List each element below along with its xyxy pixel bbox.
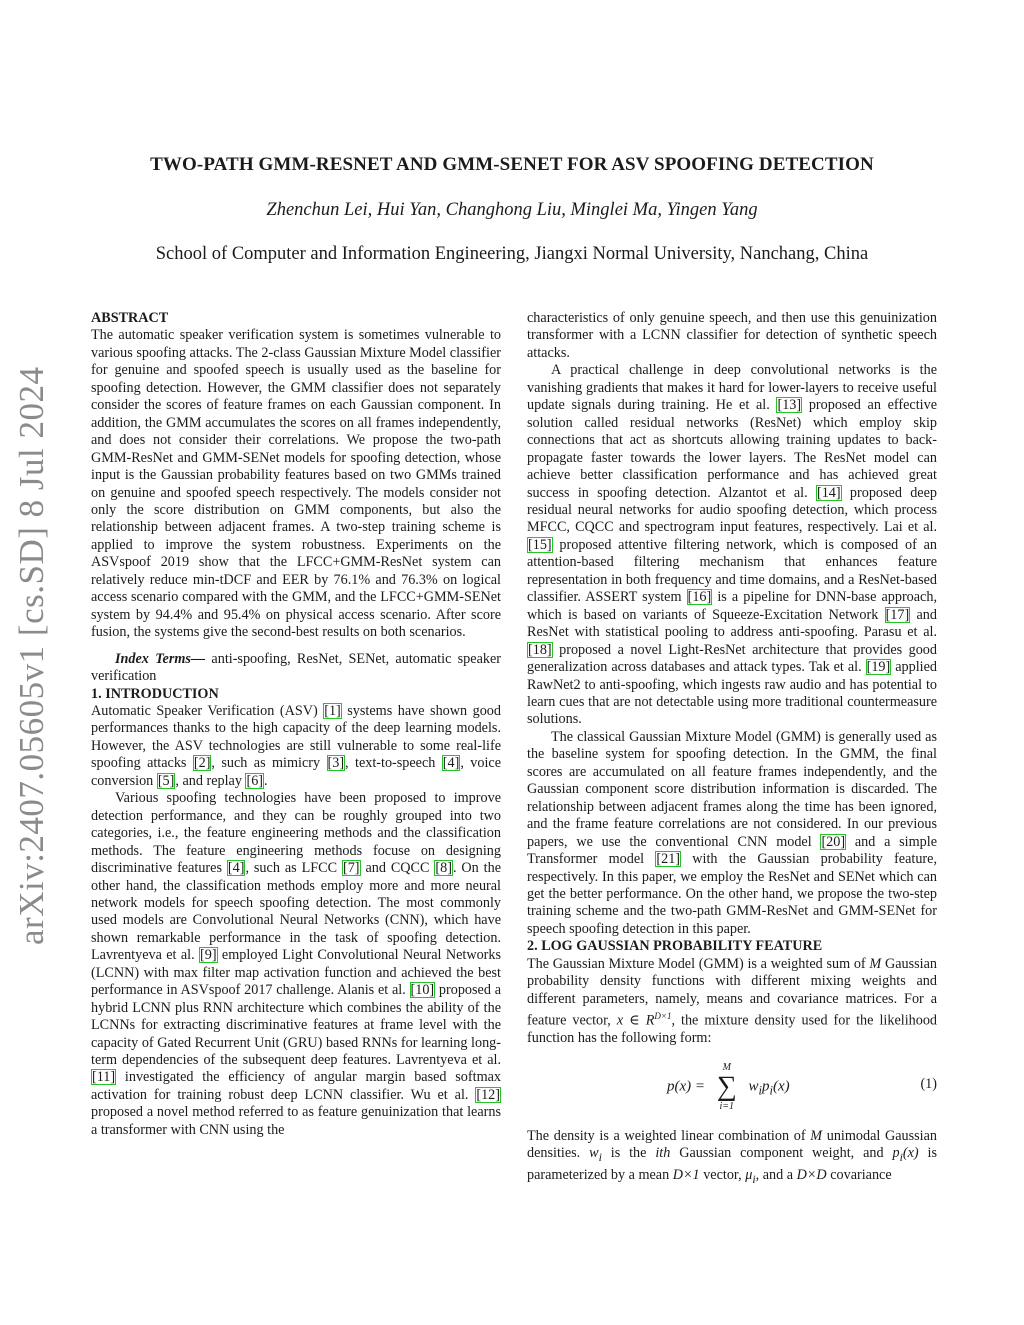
citation-link[interactable]: [12] xyxy=(476,1086,500,1103)
index-terms-text: anti-spoofing, ResNet, SENet, automatic speaker verification xyxy=(91,650,501,685)
abstract-text: The automatic speaker verification system is sometimes vulnerable to various spoofing attacks. The 2-class Gaussian Mixture Model classifier for genuine and spoofed speech is usually used as the baseline for spoofing detection. However, the GMM classifier does not separately consider the scores of feature frames on each Gaussian component. In addition, the GMM accumulates the scores on all frames independently, and does not consider their correlations. We propose the two-path GMM-ResNet and GMM-SENet models for spoofing detection, whose input is the Gaussian probability features based on two GMMs trained on genuine and spoofed speech respectively. The models consider not only the score distribution on GMM components, but also the relationship between adjacent frames. A two-step training scheme is applied to improve the system robustness. Experiments on the ASVspoof 2019 show that the LFCC+GMM-ResNet system can relatively reduce min-tDCF and EER by 76.1% and 76.3% on logical access scenario compared with the GMM, and the LFCC+GMM-SENet system by 94.4% and 95.4% on physical access scenario. After score fusion, the systems give the second-best results on both scenarios. xyxy=(91,327,501,641)
citation-link[interactable]: [5] xyxy=(157,772,175,789)
citation-link[interactable]: [6] xyxy=(246,772,264,789)
citation-link[interactable]: [17] xyxy=(885,606,910,623)
summation-symbol: M ∑ i=1 xyxy=(716,1061,737,1112)
citation-link[interactable]: [13] xyxy=(777,397,802,414)
citation-link[interactable]: [20] xyxy=(821,833,846,850)
citation-link[interactable]: [7] xyxy=(342,860,360,877)
index-terms xyxy=(91,651,501,686)
arxiv-identifier: arXiv:2407.05605v1 [cs.SD] 8 Jul 2024 xyxy=(12,366,51,945)
equation-1 xyxy=(527,1058,937,1116)
equation-formula: p(x) = M ∑ i=1 $w_ip_i(x)$ xyxy=(667,1061,790,1112)
citation-link[interactable]: [3] xyxy=(327,755,345,772)
citation-link[interactable]: [2] xyxy=(193,755,211,772)
intro-paragraph-1: Automatic Speaker Verification (ASV) [1] systems have shown good performances thanks to the high capacity of the deep learning models. However, the ASV technologies are still vulnerable to some real-life spoofing attacks [2], such as mimicry [3], text-to-speech [4], voice conversion [5], and replay [6]. xyxy=(91,702,502,789)
left-column xyxy=(91,310,501,1139)
equation-number: (1) xyxy=(920,1075,937,1092)
intro-paragraph-5: The classical Gaussian Mixture Model (GMM) is generally used as the baseline system for spoofing detection. In the GMM, the final scores are accumulated on all feature frames independently, and the Gaussian component score distribution information is discarded. The relationship between adjacent frames along the time has been ignored, and the frame feature correlations are not considered. In our previous papers, we use the conventional CNN model [20] and a simple Transformer model [21] with the Gaussian probability feature, respectively. In this paper, we employ the ResNet and SENet which can get the better performance. On the other hand, we propose the two-step training scheme and the two-path GMM-ResNet and GMM-SENet for speech spoofing detection in this paper. xyxy=(527,728,938,937)
citation-link[interactable]: [15] xyxy=(528,536,552,553)
citation-link[interactable]: [16] xyxy=(687,589,712,606)
citation-link[interactable]: [10] xyxy=(410,982,435,999)
paper-title: TWO-PATH GMM-RESNET AND GMM-SENET FOR ASV SPOOFING DETECTION xyxy=(150,154,874,175)
citation-link[interactable]: [9] xyxy=(200,947,217,964)
citation-link[interactable]: [18] xyxy=(528,641,552,658)
right-column xyxy=(527,310,937,1188)
citation-link[interactable]: [19] xyxy=(866,659,891,676)
citation-link[interactable]: [11] xyxy=(92,1069,116,1086)
paper-affiliation: School of Computer and Information Engineering, Jiangxi Normal University, Nanchang, China xyxy=(155,244,869,264)
intro-paragraph-4: A practical challenge in deep convolutional networks is the vanishing gradients that makes it hard for lower-layers to receive useful update signals during training. He et al. [13] proposed an effective solution called residual networks (ResNet) which employ skip connections that act as shortcuts allowing training updates to back-propagate faster towards the lower layers. The ResNet model can achieve better classification performance and has achieved great success in spoofing detection. Alzantot et al. [14] proposed deep residual neural networks for audio spoofing detection, which process MFCC, CQCC and spectrogram input features, respectively. Lai et al. [15] proposed attentive filtering network, which is composed of an attention-based filtering mechanism that enhances feature representation in both frequency and time domains, and a ResNet-based classifier. ASSERT system [16] is a pipeline for DNN-base approach, which is based on variants of Squeeze-Excitation Network [17] and ResNet with statistical pooling to address anti-spoofing. Parasu et al. [18] proposed a novel Light-ResNet architecture that provides good generalization across databases and attack types. Tak et al. [19] applied RawNet2 to anti-spoofing, which ingests raw audio and has potential to learn cues that are not detectable using more traditional countermeasure solutions. xyxy=(527,362,937,728)
section-2-paragraph-2: The density is a weighted linear combination of M unimodal Gaussian densities. $w_i$ is the ith Gaussian component weight, and $p_i(x)$ is parameterized by a mean D×1 vector, $\mu_i$, and a D×D covariance xyxy=(527,1127,937,1186)
citation-link[interactable]: [1] xyxy=(324,702,341,719)
citation-link[interactable]: [4] xyxy=(442,755,460,772)
intro-paragraph-2: Various spoofing technologies have been proposed to improve detection performance, and they can be roughly grouped into two categories, i.e., the feature engineering methods and the classification methods. The feature engineering methods focuse on designing discriminative features [4], such as LFCC [7] and CQCC [8]. On the other hand, the classification methods employ more and more neural network models for speech spoofing detection. The most commonly used models are Convolutional Neural Networks (CNN), which have shown remarkable performance in the task of spoofing detection. Lavrentyeva et al. [9] employed Light Convolutional Neural Networks (LCNN) with max filter map activation function and achieved the best performance in ASVspoof 2017 challenge. Alanis et al. [10] proposed a hybrid LCNN plus RNN architecture which combines the ability of the LCNNs for extracting discriminative features at frame level with the capacity of Gated Recurrent Unit (GRU) based RNNs for learning long-term dependencies of the subsequent deep features. Lavrentyeva et al. [11] investigated the efficiency of angular margin based softmax activation for training robust deep LCNN classifier. Wu et al. [12] proposed a novel method referred to as feature genuinization that learns a transformer with CNN using the xyxy=(91,790,502,1138)
citation-link[interactable]: [21] xyxy=(656,851,681,868)
abstract-heading: ABSTRACT xyxy=(91,310,169,326)
citation-link[interactable]: [8] xyxy=(435,860,452,877)
intro-paragraph-3: characteristics of only genuine speech, and then use this genuinization transformer with a LCNN classifier for detection of synthetic speech attacks. xyxy=(527,310,937,361)
section-1-heading: 1. INTRODUCTION xyxy=(91,685,219,702)
section-2-heading: 2. LOG GAUSSIAN PROBABILITY FEATURE xyxy=(527,938,823,955)
paper-authors: Zhenchun Lei, Hui Yan, Changhong Liu, Minglei Ma, Yingen Yang xyxy=(266,200,758,220)
citation-link[interactable]: [4] xyxy=(227,860,245,877)
index-terms-label: Index Terms— xyxy=(115,650,206,667)
citation-link[interactable]: [14] xyxy=(816,484,841,501)
section-2-paragraph-1: The Gaussian Mixture Model (GMM) is a weighted sum of M Gaussian probability density functions with different mixing weights and different parameters, namely, means and covariance matrices. For a feature vector, x ∈ $R^{D\times 1}$, the mixture density used for the likelihood function has the following form: xyxy=(527,955,938,1047)
